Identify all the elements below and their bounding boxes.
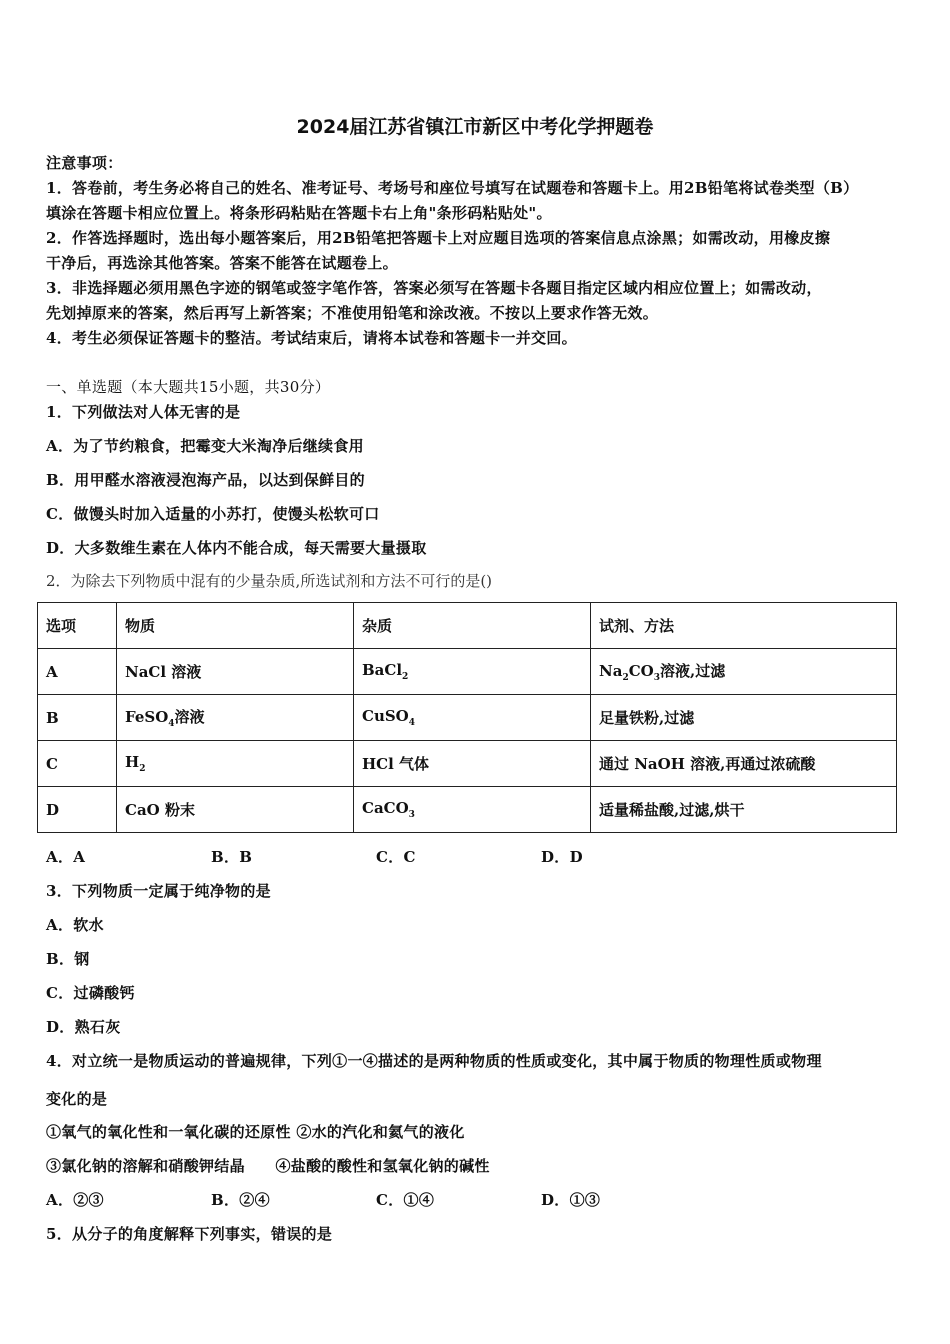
notice-line: 2．作答选择题时，选出每小题答案后，用2B铅笔把答题卡上对应题目选项的答案信息点涂黑；如需改动，用橡皮擦 [46,229,831,247]
table-cell-substance: FeSO$_4$溶液 [117,695,354,741]
table-row [38,741,897,787]
table-cell-substance: CaO 粉末 [117,787,354,833]
notice-line: 1．答卷前，考生务必将自己的姓名、准考证号、考场号和座位号填写在试题卷和答题卡上。用2B铅笔将试卷类型（B） [46,179,859,197]
question-3-option-b: B．钢 [46,950,90,968]
question-2-option-b: B．B [211,848,253,866]
question-2-option-a: A．A [46,848,86,866]
table-cell-option: B [38,695,117,741]
table-cell-reagent: 通过 NaOH 溶液,再通过浓硫酸 [591,741,897,787]
table-header-cell: 选项 [38,603,117,649]
question-2-stem: 2．为除去下列物质中混有的少量杂质,所选试剂和方法不可行的是() [46,572,493,590]
table-cell-reagent: 足量铁粉,过滤 [591,695,897,741]
question-4-option-d: D．①③ [541,1191,601,1209]
question-3-stem: 3．下列物质一定属于纯净物的是 [46,882,271,900]
table-cell-reagent: 适量稀盐酸,过滤,烘干 [591,787,897,833]
table-cell-impurity: HCl 气体 [354,741,591,787]
question-3-option-a: A．软水 [46,916,104,934]
notice-line: 干净后，再选涂其他答案。答案不能答在试题卷上。 [46,254,398,272]
question-1-option-b: B．用甲醛水溶液浸泡海产品，以达到保鲜目的 [46,471,365,489]
question-4-stem-continued: 变化的是 [46,1090,108,1108]
question-4-item-line: ③氯化钠的溶解和硝酸钾结晶 ④盐酸的酸性和氢氧化钠的碱性 [46,1157,490,1175]
question-4-option-b: B．②④ [211,1191,270,1209]
table-cell-impurity: BaCl$_2$ [354,649,591,695]
question-3-option-c: C．过磷酸钙 [46,984,135,1002]
notice-line: 3．非选择题必须用黑色字迹的钢笔或签字笔作答，答案必须写在答题卡各题目指定区域内相应位置上；如需改动， [46,279,822,297]
question-1-option-d: D．大多数维生素在人体内不能合成，每天需要大量摄取 [46,539,427,557]
notice-line: 填涂在答题卡相应位置上。将条形码粘贴在答题卡右上角"条形码粘贴处"。 [46,204,552,222]
notice-line: 先划掉原来的答案，然后再写上新答案；不准使用铅笔和涂改液。不按以上要求作答无效。 [46,304,659,322]
notice-line: 4．考生必须保证答题卡的整洁。考试结束后，请将本试卷和答题卡一并交回。 [46,329,577,347]
table-header-cell: 物质 [117,603,354,649]
question-5-stem: 5．从分子的角度解释下列事实，错误的是 [46,1225,333,1243]
table-cell-option: D [38,787,117,833]
table-row [38,787,897,833]
question-2-option-c: C．C [376,848,416,866]
question-1-stem: 1．下列做法对人体无害的是 [46,403,241,421]
table-cell-substance: NaCl 溶液 [117,649,354,695]
table-header-cell: 试剂、方法 [591,603,897,649]
section-heading: 一、单选题（本大题共15小题，共30分） [46,378,331,396]
question-4-option-c: C．①④ [376,1191,435,1209]
table-header-cell: 杂质 [354,603,591,649]
notice-heading: 注意事项： [46,154,123,172]
table-cell-substance: $H_2$ [117,741,354,787]
table-header-row [38,603,897,649]
table-cell-impurity: CaCO$_3$ [354,787,591,833]
question-4-option-a: A．②③ [46,1191,104,1209]
table-row [38,695,897,741]
question-2-option-d: D．D [541,848,583,866]
page-title: 2024届江苏省镇江市新区中考化学押题卷 [296,116,654,138]
table-cell-reagent: $Na_2CO_3$溶液,过滤 [591,649,897,695]
question-2-table [37,602,897,833]
question-4-item-line: ①氧气的氧化性和一氧化碳的还原性 ②水的汽化和氦气的液化 [46,1123,465,1141]
question-4-stem: 4．对立统一是物质运动的普遍规律，下列①一④描述的是两种物质的性质或变化，其中属于物质的物理性质或物理 [46,1052,822,1070]
question-1-option-a: A．为了节约粮食，把霉变大米淘净后继续食用 [46,437,364,455]
table-row [38,649,897,695]
table-cell-option: A [38,649,117,695]
table-cell-option: C [38,741,117,787]
table-cell-impurity: CuSO$_4$ [354,695,591,741]
question-1-option-c: C．做馒头时加入适量的小苏打，使馒头松软可口 [46,505,380,523]
question-3-option-d: D．熟石灰 [46,1018,121,1036]
